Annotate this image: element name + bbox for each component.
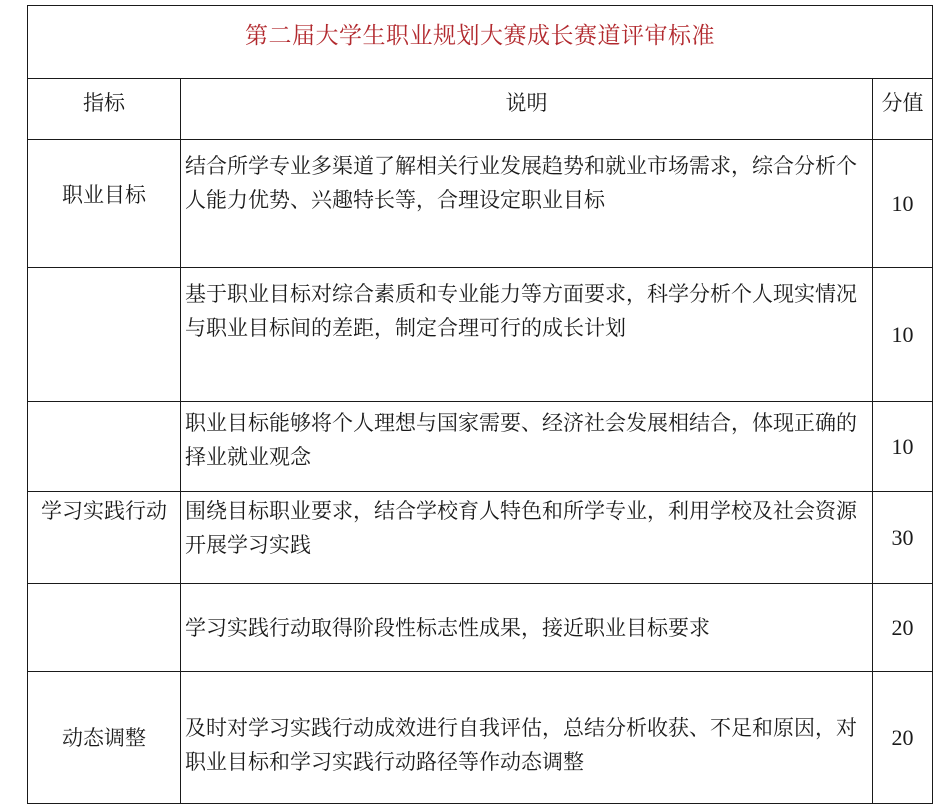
- description-cell: 结合所学专业多渠道了解相关行业发展趋势和就业市场需求，综合分析个人能力优势、兴趣特长等，合理设定职业目标: [181, 140, 873, 268]
- criteria-table: [27, 5, 933, 804]
- header-row: [28, 79, 933, 140]
- description-cell: 围绕目标职业要求，结合学校育人特色和所学专业，利用学校及社会资源开展学习实践: [181, 492, 873, 584]
- score-cell: 20: [873, 584, 933, 672]
- table-row: [28, 492, 933, 584]
- table-row: [28, 268, 933, 402]
- description-cell: 基于职业目标对综合素质和专业能力等方面要求，科学分析个人现实情况与职业目标间的差距，制定合理可行的成长计划: [181, 268, 873, 402]
- score-cell: 10: [873, 268, 933, 402]
- criteria-document: [27, 5, 932, 781]
- header-indicator: 指标: [28, 79, 181, 140]
- table-row: [28, 672, 933, 804]
- indicator-cell: [28, 584, 181, 672]
- indicator-cell: [28, 402, 181, 492]
- score-cell: 10: [873, 140, 933, 268]
- score-cell: 10: [873, 402, 933, 492]
- table-title: 第二届大学生职业规划大赛成长赛道评审标准: [28, 6, 933, 79]
- table-row: [28, 402, 933, 492]
- title-row: [28, 6, 933, 79]
- score-cell: 20: [873, 672, 933, 804]
- indicator-cell: 动态调整: [28, 672, 181, 804]
- header-description: 说明: [181, 79, 873, 140]
- indicator-cell: 学习实践行动: [28, 492, 181, 584]
- description-cell: 学习实践行动取得阶段性标志性成果，接近职业目标要求: [181, 584, 873, 672]
- indicator-cell: 职业目标: [28, 140, 181, 268]
- score-cell: 30: [873, 492, 933, 584]
- table-row: [28, 140, 933, 268]
- table-row: [28, 584, 933, 672]
- description-cell: 职业目标能够将个人理想与国家需要、经济社会发展相结合，体现正确的择业就业观念: [181, 402, 873, 492]
- header-score: 分值: [873, 79, 933, 140]
- indicator-cell: [28, 268, 181, 402]
- description-cell: 及时对学习实践行动成效进行自我评估，总结分析收获、不足和原因，对职业目标和学习实践行动路径等作动态调整: [181, 672, 873, 804]
